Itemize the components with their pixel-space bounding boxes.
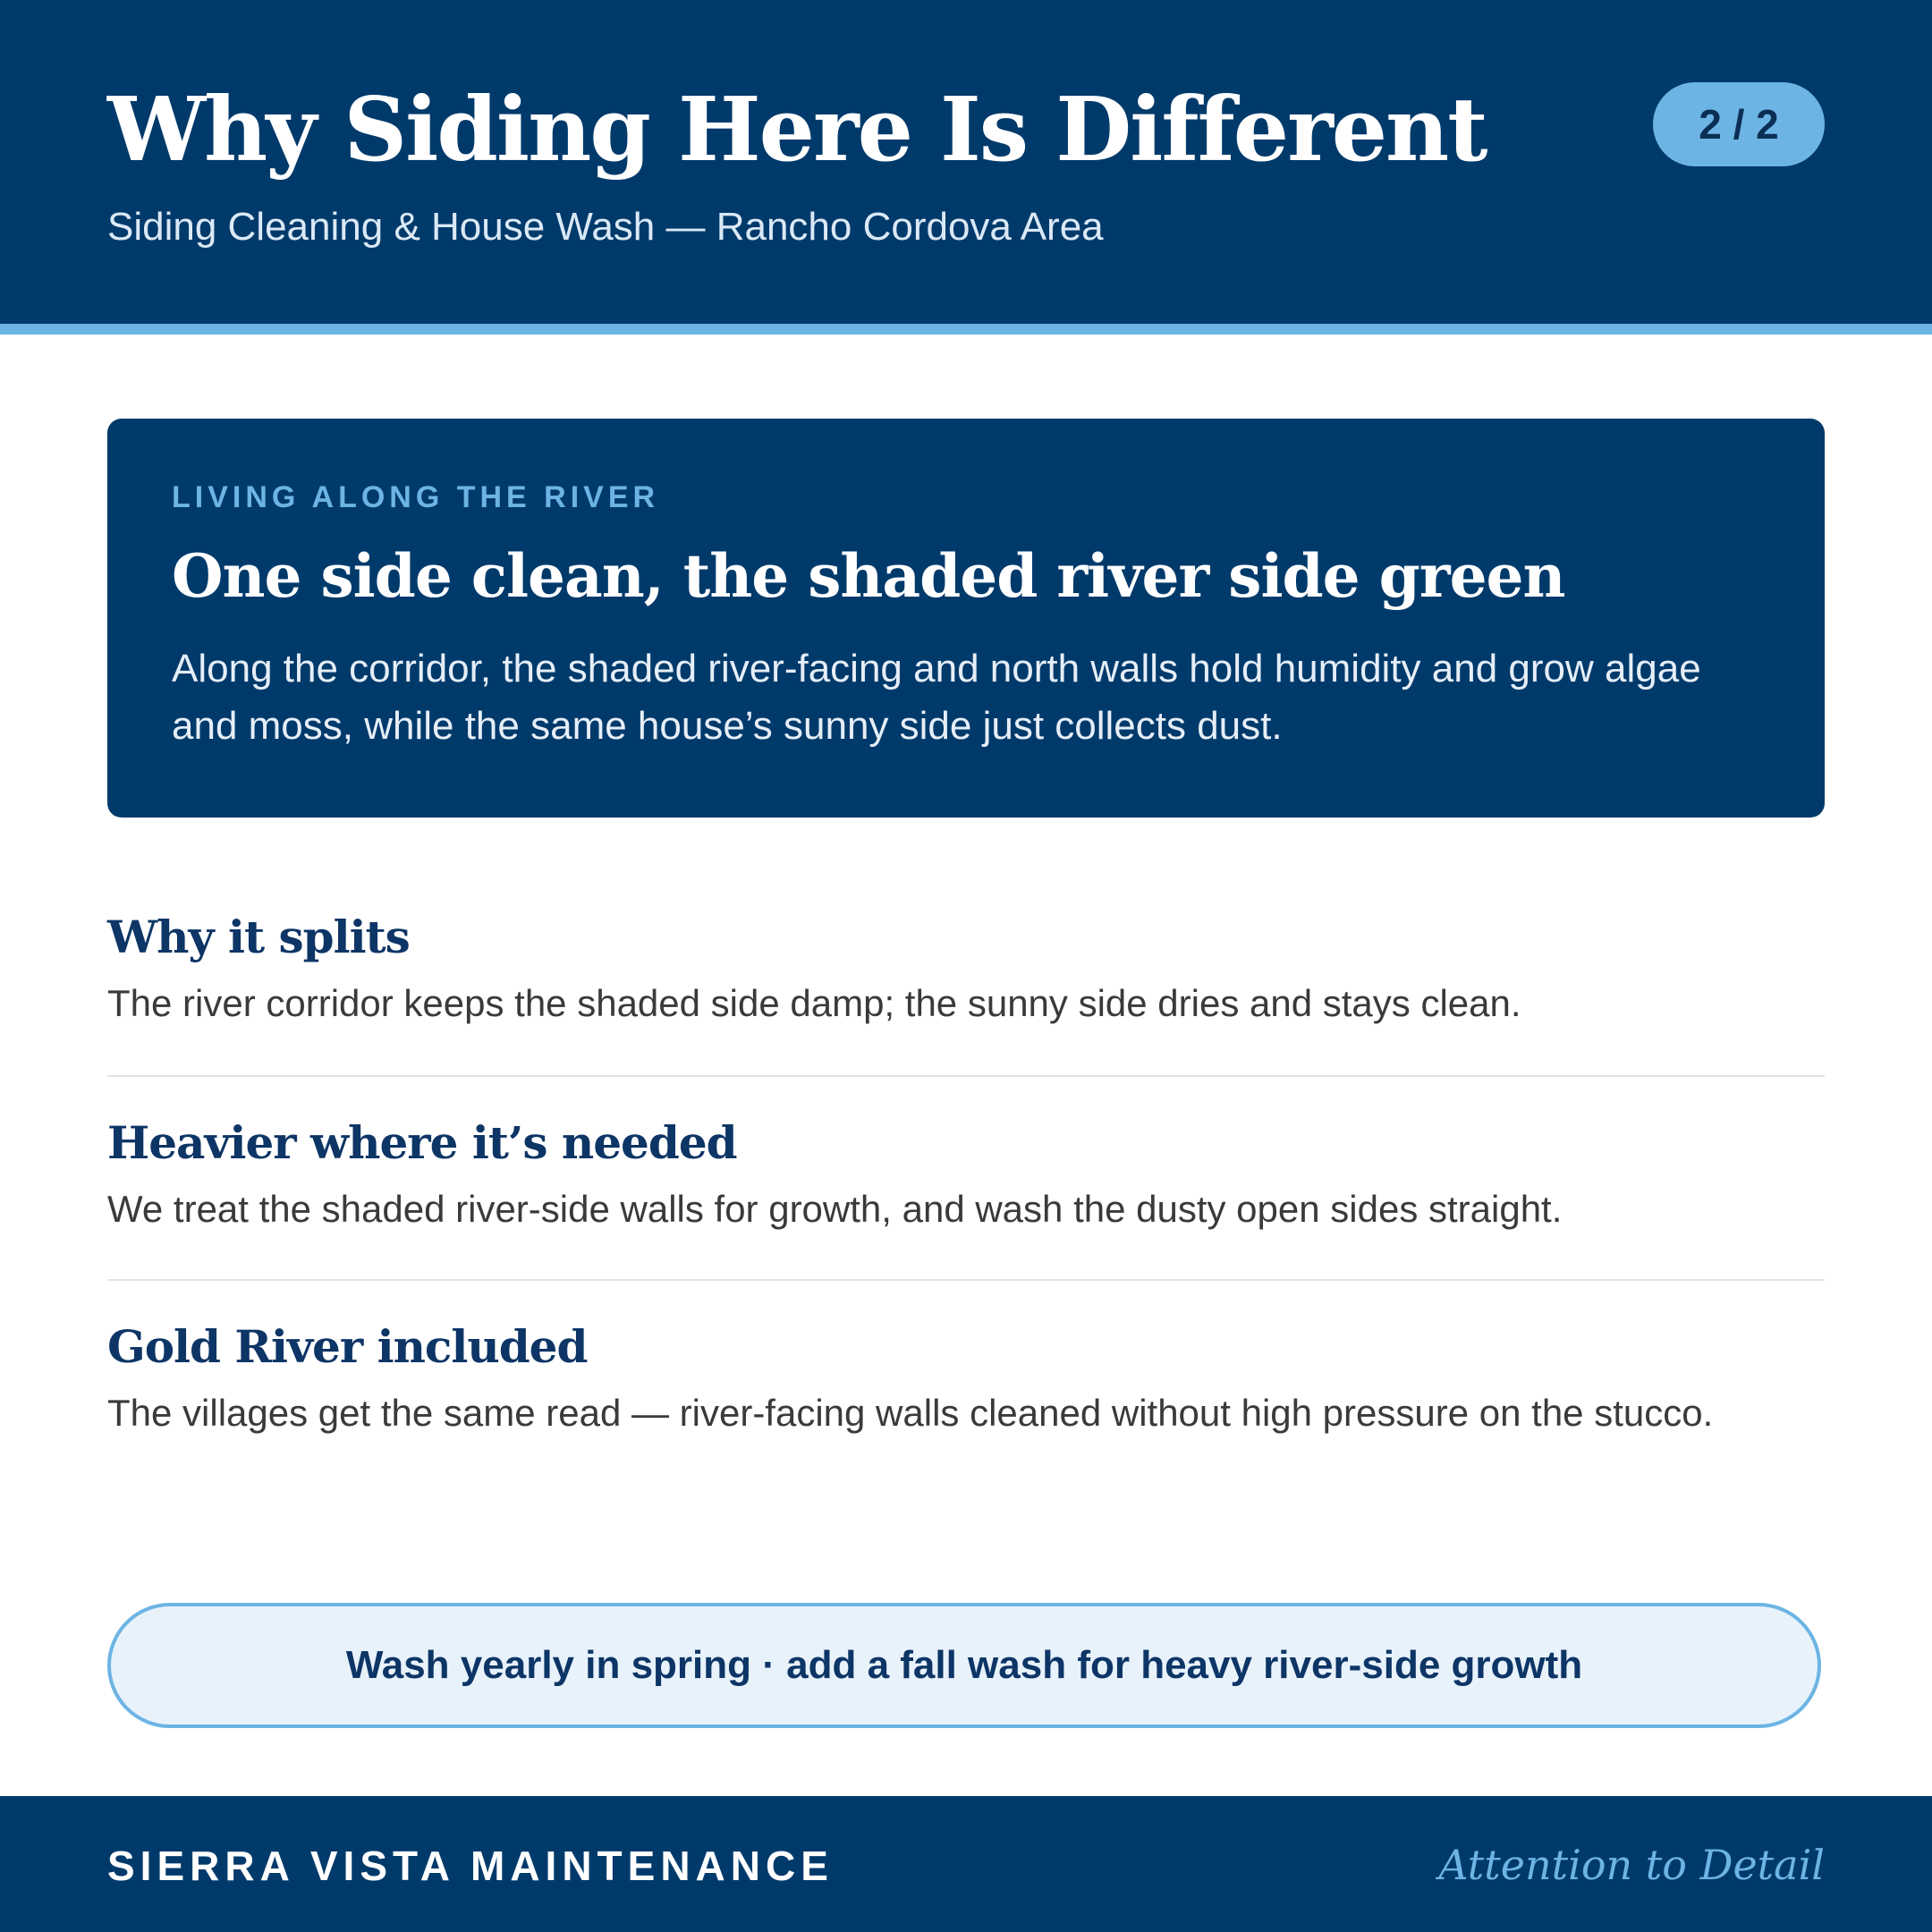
point-text: The river corridor keeps the shaded side damp; the sunny side dries and stays clean. bbox=[107, 982, 1521, 1024]
point-text: We treat the shaded river-side walls for growth, and wash the dusty open sides straight. bbox=[107, 1188, 1563, 1230]
point-heading: Heavier where it’s needed bbox=[107, 1116, 737, 1169]
page-title: Why Siding Here Is Different bbox=[107, 79, 1487, 182]
page-footer bbox=[0, 1796, 1932, 1932]
section-divider bbox=[107, 1279, 1825, 1281]
page-header bbox=[0, 0, 1932, 324]
brand-name: SIERRA VISTA MAINTENANCE bbox=[107, 1843, 834, 1889]
feature-description: Along the corridor, the shaded river-facing and north walls hold humidity and grow algae and moss, while the same house’s sunny side just collects dust. bbox=[172, 647, 1701, 748]
section-divider bbox=[107, 1075, 1825, 1077]
point-heading: Why it splits bbox=[107, 911, 410, 963]
feature-eyebrow: LIVING ALONG THE RIVER bbox=[172, 480, 660, 514]
header-accent-stripe bbox=[0, 324, 1932, 335]
feature-heading: One side clean, the shaded river side green bbox=[172, 541, 1565, 611]
point-text: The villages get the same read — river-facing walls cleaned without high pressure on the stucco. bbox=[107, 1392, 1714, 1434]
schedule-callout-pill: Wash yearly in spring · add a fall wash for heavy river-side growth bbox=[107, 1603, 1821, 1728]
page-indicator-badge: 2 / 2 bbox=[1653, 82, 1825, 166]
point-heading: Gold River included bbox=[107, 1320, 588, 1373]
feature-card bbox=[107, 419, 1825, 818]
page-subtitle: Siding Cleaning & House Wash — Rancho Cordova Area bbox=[107, 205, 1104, 249]
brand-tagline: Attention to Detail bbox=[1438, 1841, 1825, 1889]
